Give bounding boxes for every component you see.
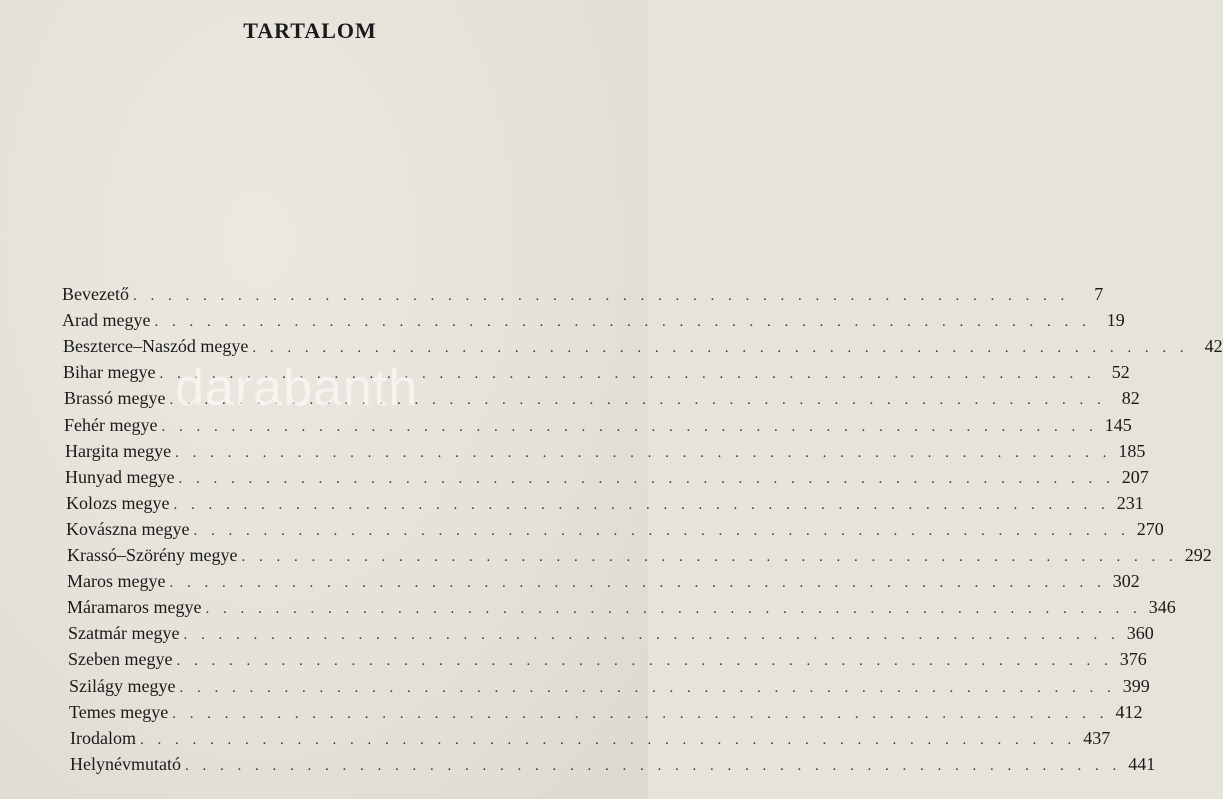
dot-leader: . . . . . . . . . . . . . . . . . . . . . . . . . . . . . . . . . . . . . . . . . . . . . . . . . . . . . . (178, 471, 1115, 487)
toc-entry (63, 362, 1130, 386)
toc-entry-title: Fehér megye (64, 415, 158, 435)
toc-entry (70, 754, 1156, 778)
toc-entry (66, 519, 1164, 543)
toc-entry (64, 388, 1140, 412)
toc-entry-page-number: 42 (1204, 336, 1223, 356)
dot-leader: . . . . . . . . . . . . . . . . . . . . . . . . . . . . . . . . . . . . . . . . . . . . . . . . . . . . . . (193, 523, 1130, 539)
dot-leader: . . . . . . . . . . . . . . . . . . . . . . . . . . . . . . . . . . . . . . . . . . . . . . . . . . . . . . (161, 419, 1098, 435)
dot-leader: . . . . . . . . . . . . . . . . . . . . . . . . . . . . . . . . . . . . . . . . . . . . . . . . . . . . . . (132, 288, 1070, 304)
toc-entry-page-number: 441 (1128, 754, 1156, 774)
toc-entry-page-number: 145 (1104, 415, 1132, 435)
toc-entry (68, 623, 1154, 647)
toc-entry (70, 728, 1111, 752)
dot-leader: . . . . . . . . . . . . . . . . . . . . . . . . . . . . . . . . . . . . . . . . . . . . . . . . . . . . . . (184, 758, 1122, 774)
toc-entry (67, 597, 1176, 621)
page-title: TARTALOM (243, 18, 377, 43)
toc-entry (67, 571, 1140, 595)
toc-entry-title: Krassó–Szörény megye (67, 545, 238, 565)
toc-entry-page-number: 185 (1118, 441, 1146, 461)
toc-entry-page-number: 231 (1116, 493, 1144, 513)
toc-entry-page-number: 346 (1148, 597, 1176, 617)
toc-entry (64, 415, 1132, 439)
toc-entry-page-number: 302 (1112, 571, 1140, 591)
toc-entry-title: Beszterce–Naszód megye (63, 336, 249, 356)
toc-entry-page-number: 82 (1121, 388, 1140, 408)
dot-leader: . . . . . . . . . . . . . . . . . . . . . . . . . . . . . . . . . . . . . . . . . . . . . . . . . . . . . . (205, 601, 1142, 617)
toc-entry-title: Helynévmutató (70, 754, 181, 774)
toc-entry (69, 676, 1150, 700)
toc-entry-title: Hunyad megye (65, 467, 175, 487)
toc-entry-title: Kovászna megye (66, 519, 190, 539)
toc-entry-page-number: 270 (1136, 519, 1164, 539)
toc-entry-title: Bihar megye (63, 362, 156, 382)
dot-leader: . . . . . . . . . . . . . . . . . . . . . . . . . . . . . . . . . . . . . . . . . . . . . . . . . . . . . . (173, 497, 1110, 513)
toc-entry-title: Máramaros megye (67, 597, 202, 617)
toc-entry-title: Irodalom (70, 728, 136, 748)
dot-leader: . . . . . . . . . . . . . . . . . . . . . . . . . . . . . . . . . . . . . . . . . . . . . . . . . . . . . . (179, 680, 1116, 696)
toc-entry (67, 545, 1212, 569)
dot-leader: . . . . . . . . . . . . . . . . . . . . . . . . . . . . . . . . . . . . . . . . . . . . . . . . . . . . . . (241, 549, 1178, 565)
toc-entry-title: Hargita megye (65, 441, 172, 461)
dot-leader: . . . . . . . . . . . . . . . . . . . . . . . . . . . . . . . . . . . . . . . . . . . . . . . . . . . . . . (159, 366, 1096, 382)
toc-entry-page-number: 19 (1106, 310, 1125, 330)
dot-leader: . . . . . . . . . . . . . . . . . . . . . . . . . . . . . . . . . . . . . . . . . . . . . . . . . . . . . . (252, 340, 1189, 356)
toc-entry-title: Szilágy megye (69, 676, 176, 696)
dot-leader: . . . . . . . . . . . . . . . . . . . . . . . . . . . . . . . . . . . . . . . . . . . . . . . . . . . . . . (183, 627, 1120, 643)
toc-entry-page-number: 7 (1094, 284, 1104, 304)
toc-entry-title: Temes megye (69, 702, 169, 722)
toc-entry-page-number: 207 (1121, 467, 1149, 487)
toc-entry-page-number: 376 (1119, 649, 1147, 669)
dot-leader: . . . . . . . . . . . . . . . . . . . . . . . . . . . . . . . . . . . . . . . . . . . . . . . . . . . . . . (169, 575, 1106, 591)
toc-entry-title: Szatmár megye (68, 623, 180, 643)
toc-entry (65, 467, 1149, 491)
toc-entry-title: Kolozs megye (66, 493, 170, 513)
toc-entry-page-number: 360 (1126, 623, 1154, 643)
toc-entry-title: Brassó megye (64, 388, 166, 408)
toc-entry-page-number: 292 (1184, 545, 1212, 565)
dot-leader: . . . . . . . . . . . . . . . . . . . . . . . . . . . . . . . . . . . . . . . . . . . . . . . . . . . . . . (139, 732, 1077, 748)
dot-leader: . . . . . . . . . . . . . . . . . . . . . . . . . . . . . . . . . . . . . . . . . . . . . . . . . . . . . . (176, 653, 1113, 669)
toc-entry-page-number: 52 (1111, 362, 1130, 382)
toc-entry-title: Maros megye (67, 571, 166, 591)
toc-entry (69, 702, 1143, 726)
dot-leader: . . . . . . . . . . . . . . . . . . . . . . . . . . . . . . . . . . . . . . . . . . . . . . . . . . . . . . (172, 706, 1109, 722)
dot-leader: . . . . . . . . . . . . . . . . . . . . . . . . . . . . . . . . . . . . . . . . . . . . . . . . . . . . . . (175, 445, 1112, 461)
toc-entry-title: Szeben megye (68, 649, 173, 669)
dot-leader: . . . . . . . . . . . . . . . . . . . . . . . . . . . . . . . . . . . . . . . . . . . . . . . . . . . . . . (154, 314, 1091, 330)
toc-entry (65, 441, 1146, 465)
toc-entry (63, 336, 1223, 360)
toc-entry (62, 310, 1125, 334)
watermark: darabanth (175, 359, 419, 417)
toc-entry-title: Arad megye (62, 310, 151, 330)
toc-entry-title: Bevezető (62, 284, 129, 304)
toc-entry-page-number: 412 (1115, 702, 1143, 722)
toc-entry (68, 649, 1147, 673)
toc-entry-page-number: 399 (1122, 676, 1150, 696)
toc-entry (62, 284, 1104, 308)
dot-leader: . . . . . . . . . . . . . . . . . . . . . . . . . . . . . . . . . . . . . . . . . . . . . . . . . . . . . . (169, 392, 1106, 408)
toc-entry-page-number: 437 (1083, 728, 1111, 748)
toc-entry (66, 493, 1144, 517)
